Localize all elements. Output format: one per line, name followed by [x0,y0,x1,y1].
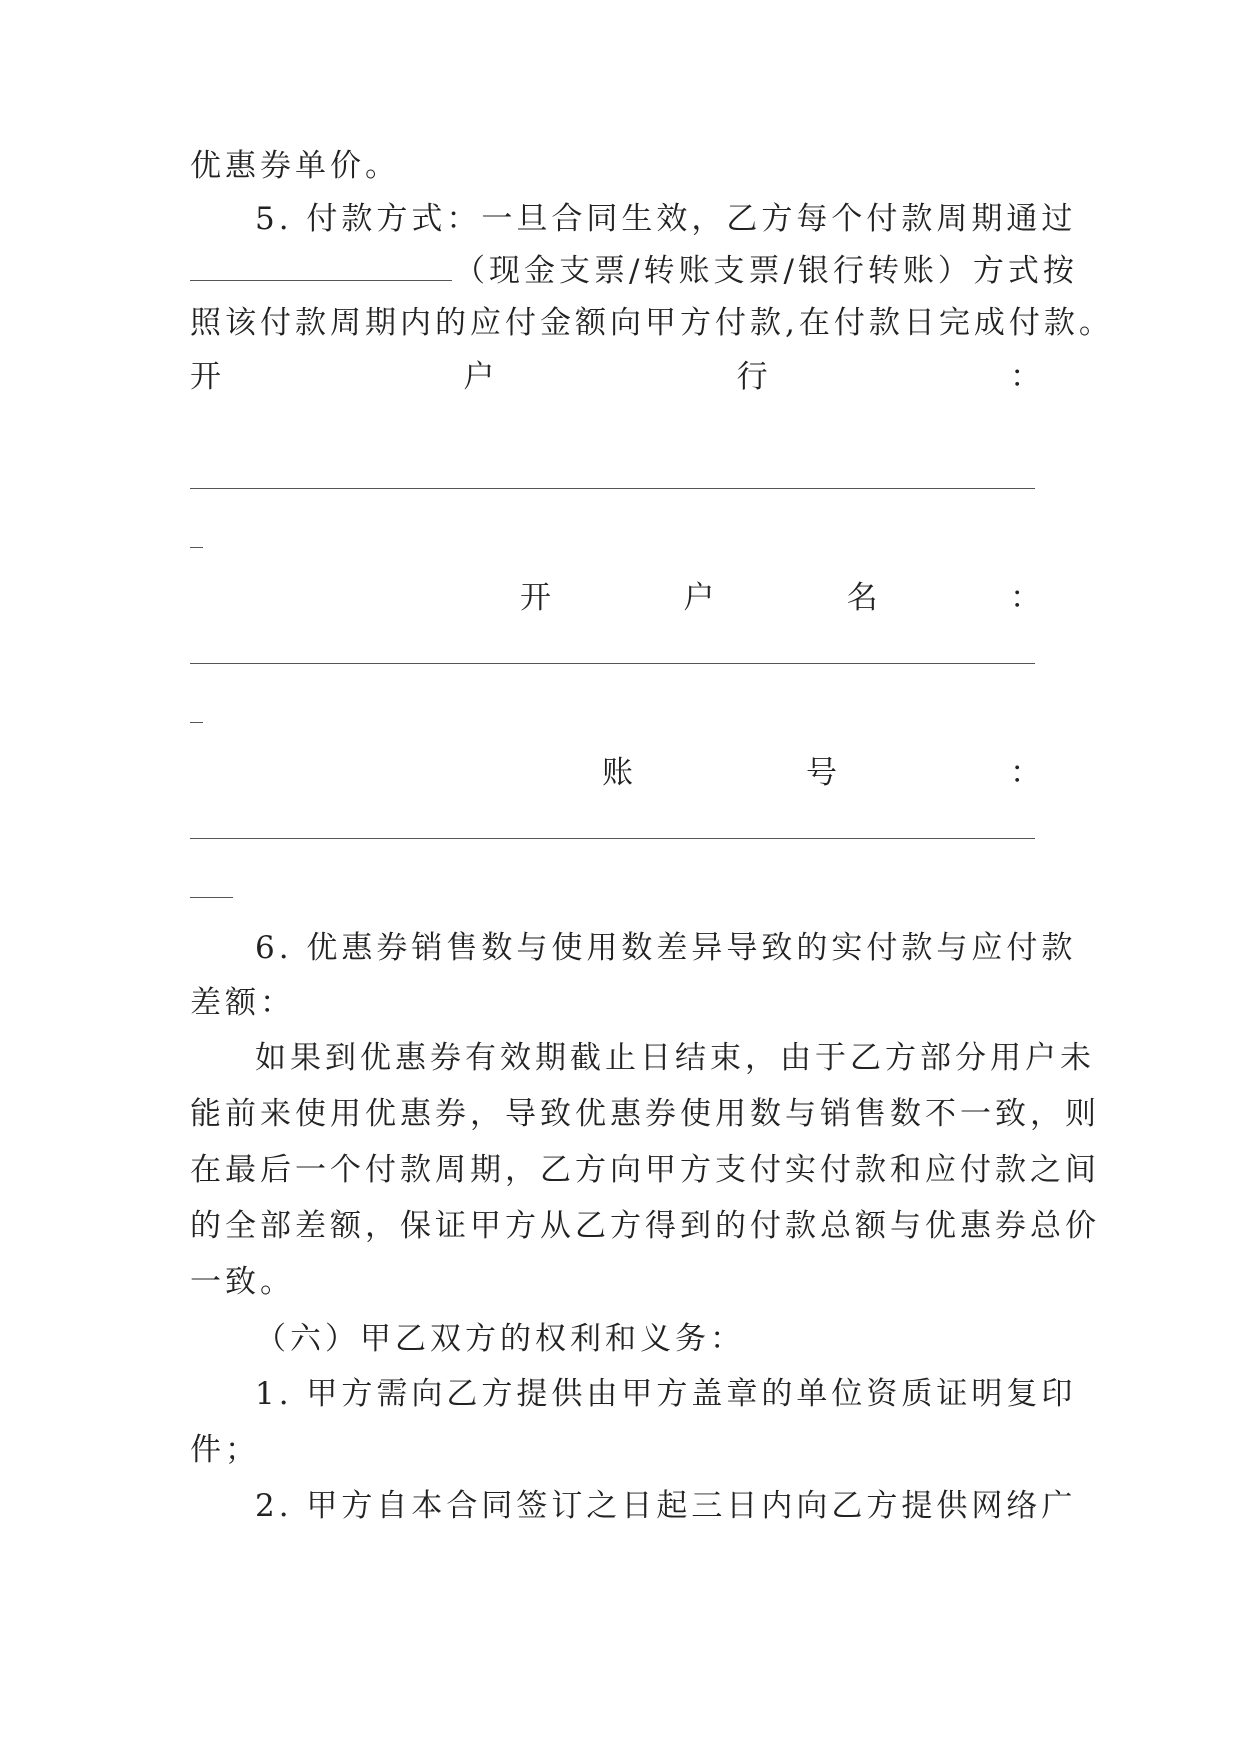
bank-field-underline [190,488,1035,489]
text-line: 在最后一个付款周期，乙方向甲方支付实付款和应付款之间 [190,1152,1100,1188]
text-line: 件； [190,1432,260,1468]
clause-1: 1. 甲方需向乙方提供由甲方盖章的单位资质证明复印 [255,1376,1077,1412]
text-line: 能前来使用优惠券，导致优惠券使用数与销售数不一致，则 [190,1096,1100,1132]
account-number-field-label [602,751,1045,795]
bank-field-underline-tail [190,547,203,548]
payment-method-line [190,249,1078,293]
account-name-underline-tail [190,722,203,723]
section-heading: （六）甲乙双方的权利和义务： [255,1321,745,1357]
account-label-char: 账 [602,755,637,791]
account-number-underline [190,838,1035,839]
bank-label-char: 户 [463,359,499,395]
text-line: 优惠券单价。 [190,148,400,184]
bank-label-colon: ： [1009,359,1045,395]
name-label-colon: ： [1009,580,1045,616]
account-label-char: 号 [806,755,841,791]
payment-method-blank [190,250,452,281]
text-line: 如果到优惠券有效期截止日结束，由于乙方部分用户未 [255,1040,1095,1076]
text-line: 一致。 [190,1264,295,1300]
account-label-colon: ： [1010,755,1045,791]
payment-method-clause: 5. 付款方式：一旦合同生效，乙方每个付款周期通过 [255,201,1077,237]
bank-label-char: 行 [736,359,772,395]
bank-field-label [190,355,1045,399]
name-label-char: 开 [520,580,555,616]
text-line: 差额： [190,985,295,1021]
text-line: 的全部差额，保证甲方从乙方得到的付款总额与优惠券总价 [190,1208,1100,1244]
name-label-char: 户 [683,580,719,616]
account-name-field-label [520,576,1045,620]
bank-label-char: 开 [190,359,225,395]
text-line: 照该付款周期内的应付金额向甲方付款,在付款日完成付款。 [190,305,1114,341]
payment-method-options: （现金支票/转账支票/银行转账）方式按 [454,253,1078,289]
clause-6-heading: 6. 优惠券销售数与使用数差异导致的实付款与应付款 [255,930,1077,966]
account-number-underline-tail [190,897,233,898]
name-label-char: 名 [846,580,882,616]
clause-2: 2. 甲方自本合同签订之日起三日内向乙方提供网络广 [255,1488,1077,1524]
account-name-underline [190,663,1035,664]
